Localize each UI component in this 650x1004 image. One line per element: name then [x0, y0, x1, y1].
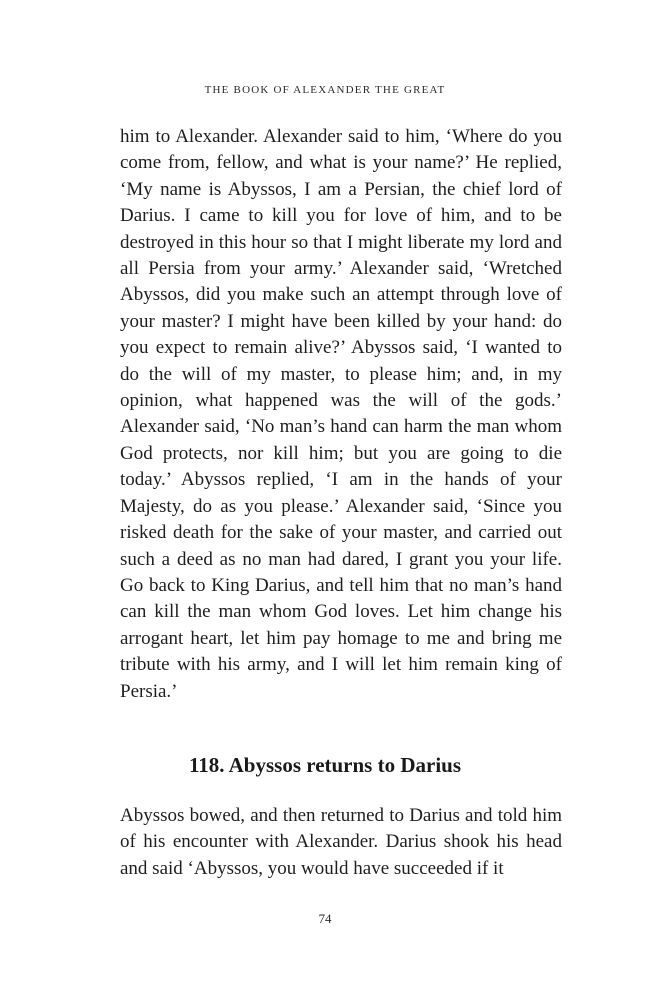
body-paragraph: Abyssos bowed, and then returned to Darius and told him of his encounter with Alexander. Darius shook his head and said ‘Abyssos, you would have succeeded if it [120, 805, 562, 879]
section-heading: 118. Abyssos returns to Darius [188, 753, 462, 777]
running-head: THE BOOK OF ALEXANDER THE GREAT [204, 84, 446, 96]
page-number: 74 [318, 911, 332, 926]
body-paragraph: him to Alexander. Alexander said to him, ‘Where do you come from, fellow, and what is your name?’ He replied, ‘My name is Abyssos, I am a Persian, the chief lord of Darius. I came to kill you for love of him, and to be destroyed in this hour so that I might liberate my lord and all Persia from your army.’ Alexander said, ‘Wretched Abyssos, did you make such an attempt through love of your master? I might have been killed by your hand: do you expect to remain alive?’ Abyssos said, ‘I wanted to do the will of my master, to please him; and, in my opinion, what happened was the will of the gods.’ Alexander said, ‘No man’s hand can harm the man whom God protects, nor kill him; but you are going to die today.’ Abyssos replied, ‘I am in the hands of your Majesty, do as you please.’ Alexander said, ‘Since you risked death for the sake of your master, and carried out such a deed as no man had dared, I grant you your life. Go back to King Darius, and tell him that no man’s hand can kill the man whom God loves. Let him change his arrogant heart, let him pay homage to me and bring me tribute with his army, and I will let him remain king of Persia.’ [120, 126, 562, 702]
